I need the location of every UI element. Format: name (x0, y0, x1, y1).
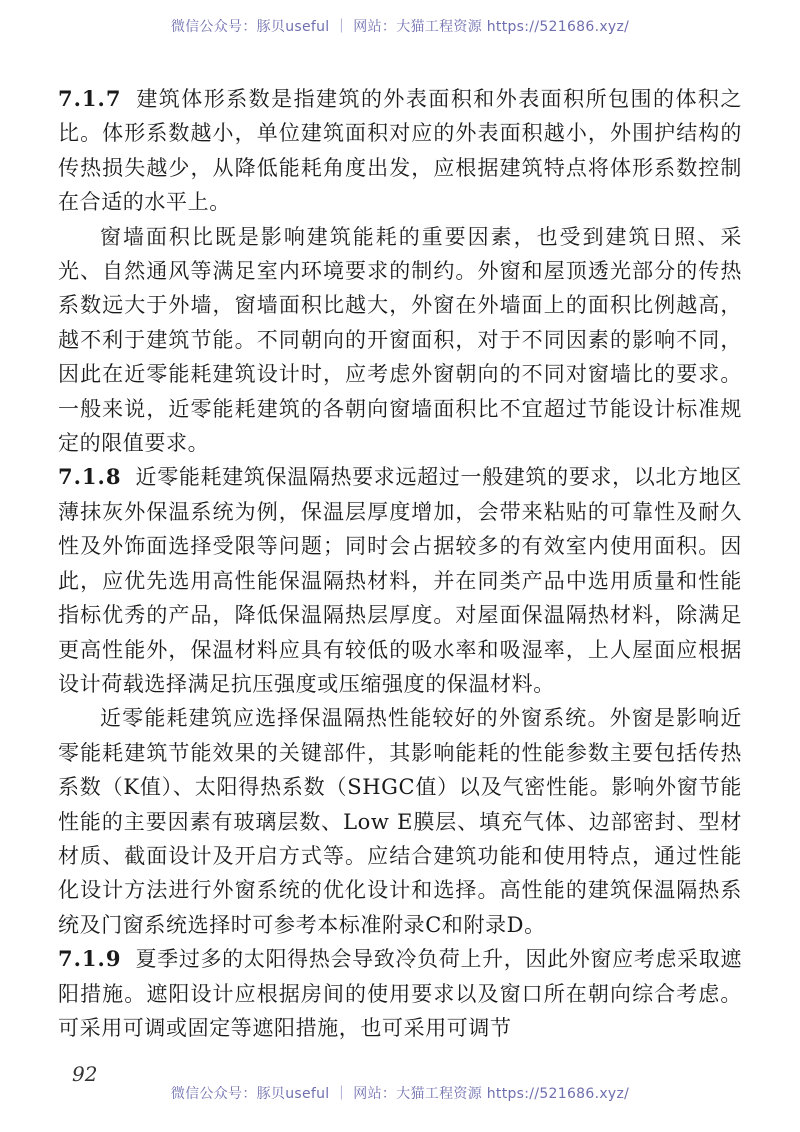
watermark-top: 微信公众号：豚贝useful ｜ 网站：大猫工程资源 https://521686.xyz/ (170, 19, 630, 35)
paragraph-window-system (58, 701, 742, 942)
clause-number: 7.1.9 (58, 946, 122, 972)
paragraph-text: 窗墙面积比既是影响建筑能耗的重要因素，也受到建筑日照、采光、自然通风等满足室内环境要求的制约。外窗和屋顶透光部分的传热系数远大于外墙，窗墙面积比越大，外窗在外墙面上的面积比例越高，越不利于建筑节能。不同朝向的开窗面积，对于不同因素的影响不同，因此在近零能耗建筑设计时，应考虑外窗朝向的不同对窗墙比的要求。一般来说，近零能耗建筑的各朝向窗墙面积比不宜超过节能设计标准规定的限值要求。 (58, 224, 742, 456)
clause-text: 建筑体形系数是指建筑的外表面积和外表面积所包围的体积之比。体形系数越小，单位建筑面积对应的外表面积越小，外围护结构的传热损失越少，从降低能耗角度出发，应根据建筑特点将体形系数控制在合适的水平上。 (58, 87, 742, 215)
clause-text: 近零能耗建筑保温隔热要求远超过一般建筑的要求，以北方地区薄抹灰外保温系统为例，保温层厚度增加，会带来粘贴的可靠性及耐久性及外饰面选择受限等问题；同时会占据较多的有效室内使用面积。因此，应优先选用高性能保温隔热材料，并在同类产品中选用质量和性能指标优秀的产品，降低保温隔热层厚度。对屋面保温隔热材料，除满足更高性能外，保温材料应具有较低的吸水率和吸湿率，上人屋面应根据设计荷载选择满足抗压强度或压缩强度的保温材料。 (58, 465, 742, 696)
clause-number: 7.1.7 (58, 86, 122, 111)
paragraph-text: 近零能耗建筑应选择保温隔热性能较好的外窗系统。外窗是影响近零能耗建筑节能效果的关键部件，其影响能耗的性能参数主要包括传热系数（K值）、太阳得热系数（SHGC值）以及气密性能。影响外窗节能性能的主要因素有玻璃层数、Low E膜层、填充气体、边部密封、型材材质、截面设计及开启方式等。应结合建筑功能和使用特点，通过性能化设计方法进行外窗系统的优化设计和选择。高性能的建筑保温隔热系统及门窗系统选择时可参考本标准附录C和附录D。 (58, 706, 742, 937)
page-number: 92 (72, 1062, 98, 1086)
clause-text: 夏季过多的太阳得热会导致冷负荷上升，因此外窗应考虑采取遮阳措施。遮阳设计应根据房间的使用要求以及窗口所在朝向综合考虑。可采用可调或固定等遮阳措施，也可采用可调节 (58, 947, 742, 1040)
document-body (58, 82, 742, 1045)
clause-7-1-8 (58, 460, 742, 701)
clause-7-1-7 (58, 82, 742, 220)
watermark-bottom: 微信公众号：豚贝useful ｜ 网站：大猫工程资源 https://521686.xyz/ (170, 1086, 630, 1102)
clause-number: 7.1.8 (58, 464, 122, 490)
clause-7-1-9 (58, 942, 742, 1045)
paragraph-window-wall-ratio (58, 220, 742, 461)
